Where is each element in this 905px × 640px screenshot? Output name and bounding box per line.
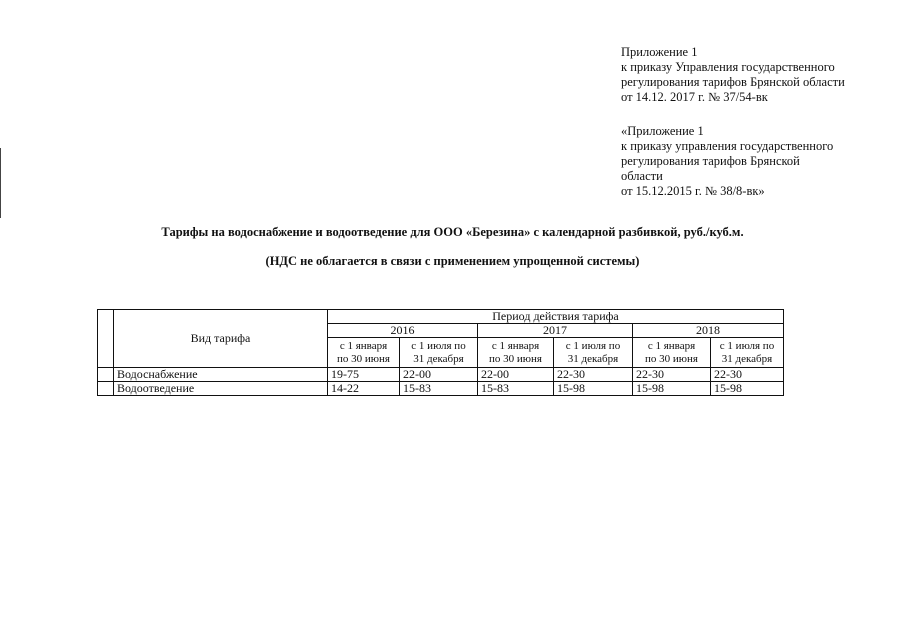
header-half-period — [328, 338, 400, 368]
half-line: с 1 января — [491, 339, 540, 352]
half-line: 31 декабря — [721, 352, 773, 365]
tariff-value-cell: 15-83 — [400, 382, 478, 396]
tariff-value-cell: 15-98 — [554, 382, 633, 396]
tariff-value-cell: 22-30 — [633, 368, 711, 382]
scan-edge-mark — [0, 148, 1, 218]
header-year: 2017 — [478, 324, 633, 338]
tariff-name-cell: Водоснабжение — [114, 368, 328, 382]
half-line: с 1 июля по — [411, 339, 466, 352]
annex-current-line: к приказу Управления государственного — [621, 60, 835, 74]
header-year: 2018 — [633, 324, 784, 338]
annex-previous-block — [621, 124, 833, 199]
tariff-value-cell: 22-00 — [478, 368, 554, 382]
tariff-name-cell: Водоотведение — [114, 382, 328, 396]
tariff-value-cell: 19-75 — [328, 368, 400, 382]
half-line: по 30 июня — [337, 352, 390, 365]
half-line: по 30 июня — [489, 352, 542, 365]
half-line: 31 декабря — [567, 352, 619, 365]
document-title: Тарифы на водоснабжение и водоотведение для ООО «Березина» с календарной разбивкой, руб./куб.м. — [161, 225, 744, 239]
annex-previous-line: к приказу управления государственного — [621, 139, 834, 153]
document-subtitle: (НДС не облагается в связи с применением упрощенной системы) — [265, 254, 640, 268]
half-line: 31 декабря — [413, 352, 464, 365]
header-half-period — [711, 338, 784, 368]
tariff-value-cell: 15-83 — [478, 382, 554, 396]
header-half-period — [554, 338, 633, 368]
table-row — [98, 382, 784, 396]
annex-previous-line: регулирования тарифов Брянской — [621, 154, 800, 168]
header-half-period — [400, 338, 478, 368]
annex-previous-line: «Приложение 1 — [621, 124, 704, 138]
tariff-value-cell: 22-00 — [400, 368, 478, 382]
tariff-value-cell: 15-98 — [633, 382, 711, 396]
half-line: с 1 января — [339, 339, 388, 352]
row-number-cell — [98, 368, 114, 382]
annex-previous-line: области — [621, 169, 663, 183]
tariff-value-cell: 22-30 — [554, 368, 633, 382]
annex-current-line: от 14.12. 2017 г. № 37/54-вк — [621, 90, 768, 104]
header-half-period — [478, 338, 554, 368]
half-line: по 30 июня — [645, 352, 698, 365]
header-year: 2016 — [328, 324, 478, 338]
tariff-table — [97, 309, 784, 396]
half-line: с 1 января — [647, 339, 696, 352]
annex-current-line: регулирования тарифов Брянской области — [621, 75, 845, 89]
row-number-cell — [98, 382, 114, 396]
half-line: с 1 июля по — [565, 339, 621, 352]
tariff-value-cell: 15-98 — [711, 382, 784, 396]
header-period: Период действия тарифа — [328, 310, 784, 324]
table-row — [98, 368, 784, 382]
header-half-period — [633, 338, 711, 368]
row-number-header — [98, 310, 114, 368]
annex-current-block — [621, 45, 845, 105]
annex-current-line: Приложение 1 — [621, 45, 698, 59]
tariff-value-cell: 22-30 — [711, 368, 784, 382]
header-tariff-kind: Вид тарифа — [114, 310, 328, 368]
annex-previous-line: от 15.12.2015 г. № 38/8-вк» — [621, 184, 765, 198]
tariff-value-cell: 14-22 — [328, 382, 400, 396]
half-line: с 1 июля по — [719, 339, 775, 352]
